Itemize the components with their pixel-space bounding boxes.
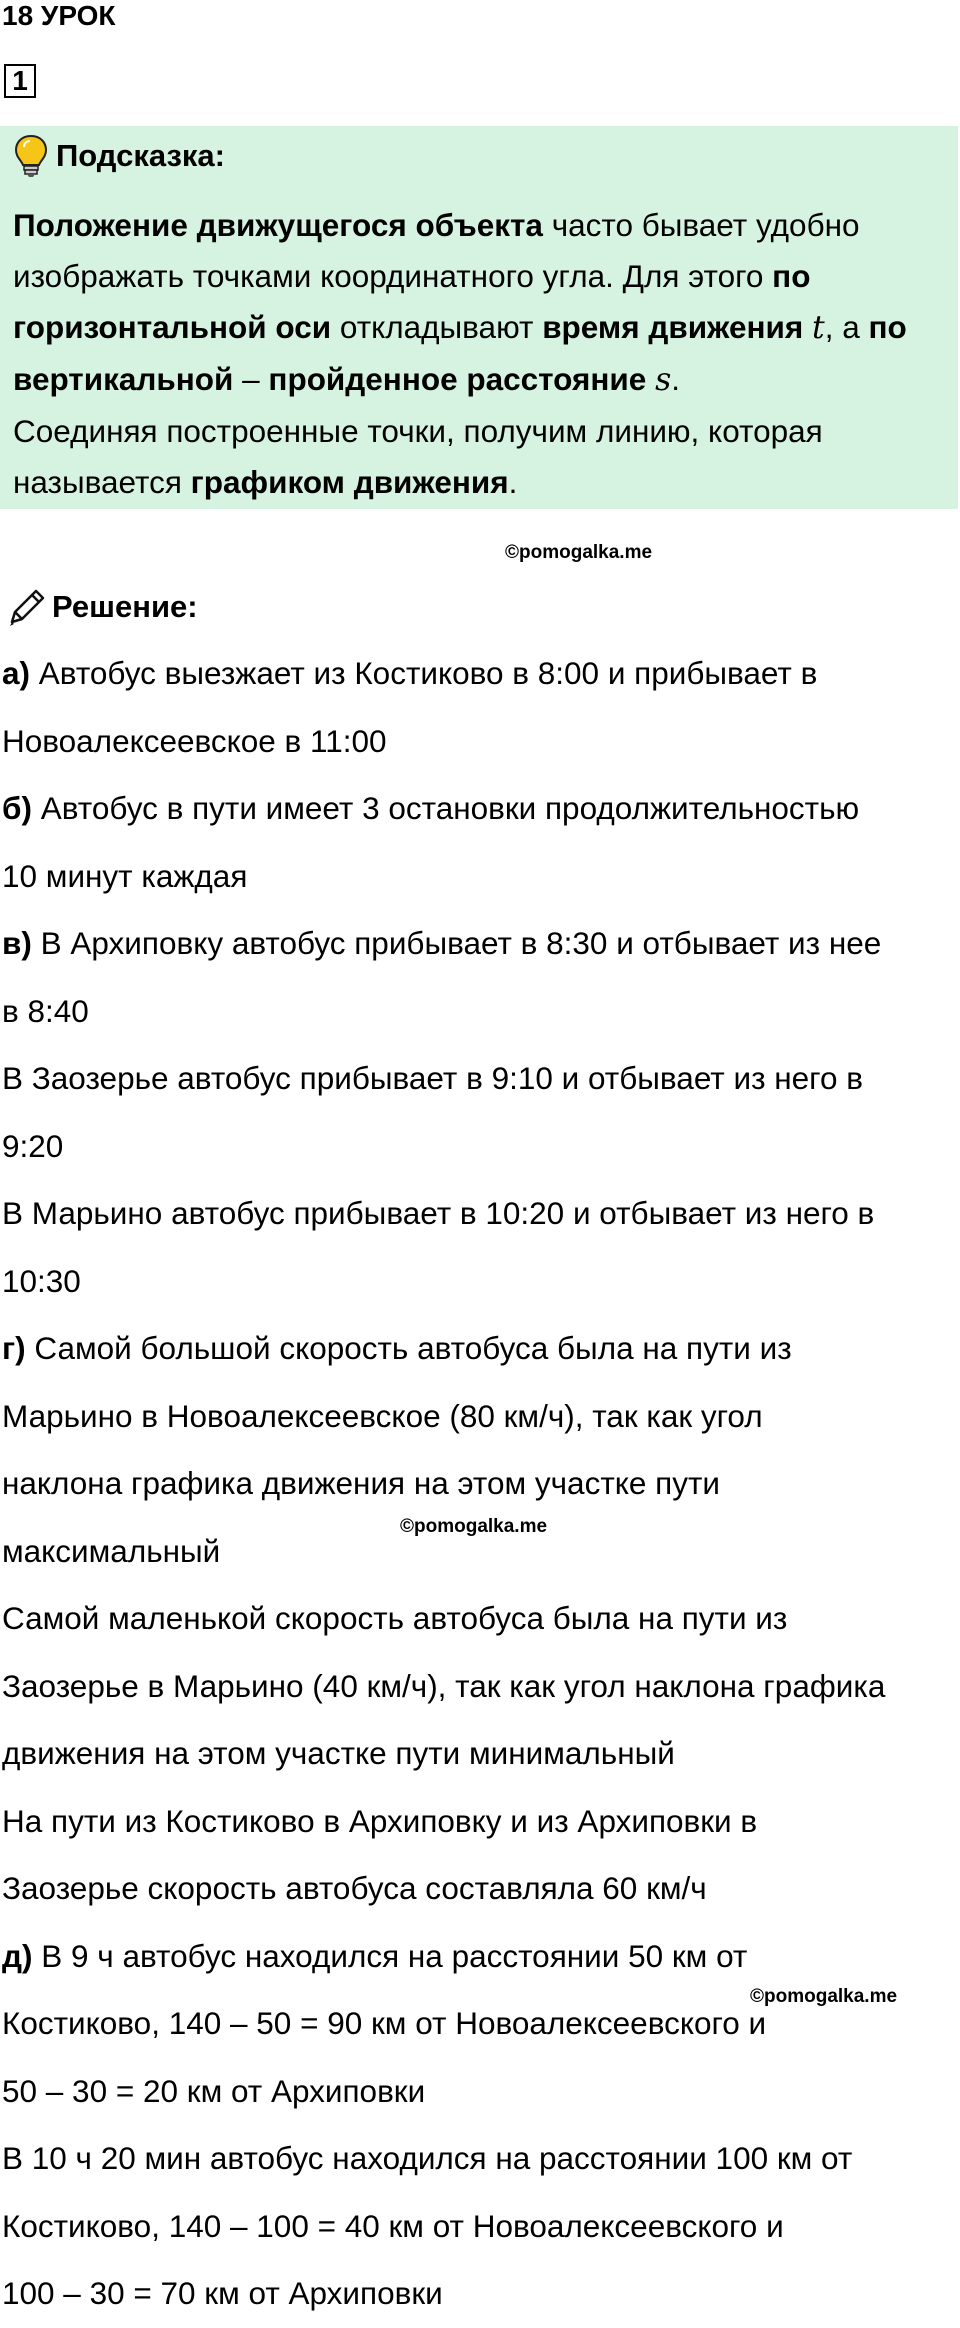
watermark: ©pomogalka.me xyxy=(505,542,653,563)
solution-line xyxy=(2,1383,957,1451)
solution-line xyxy=(2,1855,957,1923)
hint-heading-label: Подсказка: xyxy=(56,138,225,173)
hint-text-segment: изображать точками координатного угла. Для этого xyxy=(13,258,773,294)
solution-text-segment: Костиково, 140 – 100 = 40 км от Новоалексеевского и xyxy=(2,2207,784,2244)
watermark: ©pomogalka.me xyxy=(750,1986,898,2007)
solution-line xyxy=(2,1450,957,1518)
hint-text-segment: называется xyxy=(13,464,191,500)
solution-text-segment: В Заозерье автобус прибывает в 9:10 и отбывает из него в xyxy=(2,1060,863,1096)
hint-text xyxy=(13,200,948,508)
solution-line xyxy=(2,1045,957,1113)
solution-line xyxy=(2,2125,957,2193)
hint-text-segment: t xyxy=(812,310,825,346)
solution-text-segment: На пути из Костиково в Архиповку и из Архиповки в xyxy=(2,1802,758,1839)
hint-text-segment: вертикальной xyxy=(13,361,234,397)
solution-text-segment: Костиково, 140 – 50 = 90 км от Новоалексеевского и xyxy=(2,2005,767,2041)
hint-text-segment: графиком движения xyxy=(190,464,509,500)
hint-text-segment: Соединяя построенные точки, получим линию, которая xyxy=(13,413,823,449)
solution-heading-label: Решение: xyxy=(52,589,198,624)
solution-text-segment: максимальный xyxy=(2,1532,221,1569)
pencil-icon xyxy=(6,586,46,628)
solution-line xyxy=(2,1720,957,1788)
hint-text-segment: время движения xyxy=(542,309,804,345)
hint-text-segment: горизонтальной оси xyxy=(13,309,332,345)
solution-line xyxy=(2,978,957,1046)
solution-line xyxy=(2,2260,957,2328)
hint-text-segment: Положение движущегося объекта xyxy=(13,207,543,243)
solution-text-segment: Автобус в пути имеет 3 остановки продолжительностью xyxy=(31,790,860,826)
watermark: ©pomogalka.me xyxy=(400,1516,548,1537)
hint-text-segment: часто бывает удобно xyxy=(542,207,860,243)
solution-text-segment: Самой большой скорость автобуса была на пути из xyxy=(25,1330,792,1366)
lightbulb-icon xyxy=(12,133,50,179)
solution-line xyxy=(2,1180,957,1248)
solution-text-segment: 10:30 xyxy=(2,1262,81,1299)
solution-text-segment: В Марьино автобус прибывает в 10:20 и отбывает из него в xyxy=(2,1195,875,1231)
solution-text-segment: в) xyxy=(2,925,32,961)
solution-text-segment: 50 – 30 = 20 км от Архиповки xyxy=(2,2072,426,2109)
hint-heading xyxy=(12,132,225,180)
solution-text-segment: г) xyxy=(2,1330,26,1366)
hint-text-segment: s xyxy=(655,362,672,398)
solution-line xyxy=(2,1653,957,1721)
hint-box xyxy=(0,126,958,509)
solution-line xyxy=(2,2193,957,2261)
solution-line xyxy=(2,1113,957,1181)
hint-line xyxy=(13,406,948,457)
task-number-box: 1 xyxy=(4,64,36,98)
hint-text-segment: пройденное расстояние xyxy=(268,361,647,397)
hint-text-segment: по xyxy=(868,309,907,345)
solution-text-segment: в 8:40 xyxy=(2,992,89,1029)
solution-heading xyxy=(6,583,198,631)
solution-text-segment: Заозерье в Марьино (40 км/ч), так как угол наклона графика xyxy=(2,1667,886,1704)
solution-line xyxy=(2,640,957,708)
hint-line xyxy=(13,457,948,508)
hint-text-segment: . xyxy=(671,361,681,397)
solution-text-segment: движения на этом участке пути минимальный xyxy=(2,1735,675,1771)
lesson-title: 18 УРОК xyxy=(2,0,116,31)
solution-line xyxy=(2,843,957,911)
hint-text-segment xyxy=(803,309,812,345)
solution-text-segment: 9:20 xyxy=(2,1127,64,1164)
solution-text-segment: Новоалексеевское в 11:00 xyxy=(2,722,387,759)
solution-text-segment: б) xyxy=(2,790,32,826)
solution-text-segment: В 9 ч автобус находился на расстоянии 50 км от xyxy=(32,1937,748,1974)
hint-line xyxy=(13,354,948,406)
solution-text xyxy=(2,640,957,2328)
solution-line xyxy=(2,775,957,843)
solution-text-segment: В 10 ч 20 мин автобус находился на расстоянии 100 км от xyxy=(2,2140,853,2176)
hint-text-segment: , а xyxy=(824,309,869,345)
hint-text-segment: откладывают xyxy=(331,309,543,345)
solution-text-segment: 100 – 30 = 70 км от Архиповки xyxy=(2,2275,443,2311)
solution-line xyxy=(2,1923,957,1991)
solution-text-segment: а) xyxy=(2,655,31,691)
solution-text-segment: д) xyxy=(2,1937,33,1974)
solution-line xyxy=(2,2058,957,2126)
hint-text-segment: . xyxy=(508,464,518,500)
hint-text-segment: по xyxy=(772,258,811,294)
solution-text-segment: Заозерье скорость автобуса составляла 60 км/ч xyxy=(2,1870,707,1906)
solution-line xyxy=(2,910,957,978)
hint-line xyxy=(13,302,948,354)
hint-line xyxy=(13,251,948,302)
solution-line xyxy=(2,1315,957,1383)
solution-text-segment: В Архиповку автобус прибывает в 8:30 и отбывает из нее xyxy=(31,925,882,961)
hint-line xyxy=(13,200,948,251)
solution-line xyxy=(2,1585,957,1653)
hint-text-segment xyxy=(646,361,655,397)
solution-line xyxy=(2,1788,957,1856)
solution-line xyxy=(2,1248,957,1316)
solution-text-segment: Марьино в Новоалексеевское (80 км/ч), так как угол xyxy=(2,1397,763,1434)
solution-text-segment: 10 минут каждая xyxy=(2,857,248,894)
solution-text-segment: Автобус выезжает из Костиково в 8:00 и прибывает в xyxy=(30,655,818,691)
solution-line xyxy=(2,708,957,776)
solution-text-segment: наклона графика движения на этом участке пути xyxy=(2,1465,720,1501)
solution-text-segment: Самой маленькой скорость автобуса была на пути из xyxy=(2,1600,788,1636)
hint-text-segment: – xyxy=(233,361,269,397)
